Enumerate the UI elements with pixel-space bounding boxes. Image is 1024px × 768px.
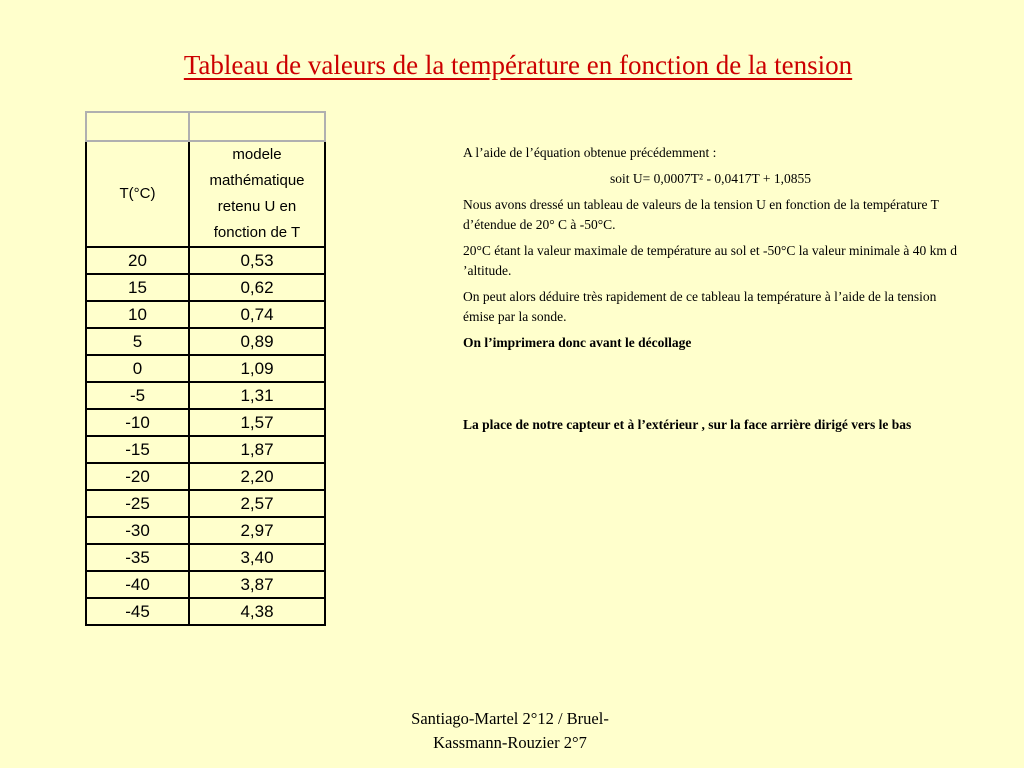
header-line: modele — [232, 146, 282, 163]
voltage-cell: 1,87 — [189, 436, 325, 463]
equation: soit U= 0,0007T² - 0,0417T + 1,0855 — [610, 171, 811, 186]
footer-line: Santiago-Martel 2°12 / Bruel- — [411, 709, 609, 728]
table-row — [86, 544, 325, 571]
voltage-cell: 4,38 — [189, 598, 325, 625]
voltage-cell: 0,53 — [189, 247, 325, 274]
table-row — [86, 355, 325, 382]
page-title: Tableau de valeurs de la température en fonction de la tension — [183, 50, 853, 80]
table-header-row — [86, 141, 325, 247]
table-row — [86, 598, 325, 625]
temperature-cell: 0 — [86, 355, 189, 382]
paragraph: 20°C étant la valeur maximale de température au sol et -50°C la valeur minimale à 40 km d ’altitude. — [463, 243, 958, 278]
table-row — [86, 409, 325, 436]
temperature-cell: -35 — [86, 544, 189, 571]
temperature-cell: -10 — [86, 409, 189, 436]
table-row — [86, 463, 325, 490]
table-row — [86, 571, 325, 598]
table-row — [86, 301, 325, 328]
header-voltage-model — [189, 141, 325, 247]
temperature-cell: 15 — [86, 274, 189, 301]
table-row — [86, 274, 325, 301]
temperature-cell: -30 — [86, 517, 189, 544]
voltage-cell: 2,57 — [189, 490, 325, 517]
voltage-cell: 3,87 — [189, 571, 325, 598]
voltage-cell: 3,40 — [189, 544, 325, 571]
table-cell — [86, 112, 189, 141]
header-temperature: T(°C) — [86, 141, 189, 247]
temperature-cell: -40 — [86, 571, 189, 598]
table-row — [86, 490, 325, 517]
intro-paragraph: A l’aide de l’équation obtenue précédemment : — [463, 145, 717, 160]
table-row — [86, 517, 325, 544]
voltage-cell: 2,97 — [189, 517, 325, 544]
table-cell — [189, 112, 325, 141]
temperature-cell: -15 — [86, 436, 189, 463]
table-row — [86, 382, 325, 409]
sensor-placement-note: La place de notre capteur et à l’extérieur , sur la face arrière dirigé vers le bas — [463, 417, 912, 432]
voltage-cell: 1,31 — [189, 382, 325, 409]
header-line: retenu U en — [217, 198, 297, 215]
voltage-cell: 0,62 — [189, 274, 325, 301]
explanation-text — [463, 143, 958, 441]
temperature-cell: 20 — [86, 247, 189, 274]
temperature-cell: -25 — [86, 490, 189, 517]
bold-note: On l’imprimera donc avant le décollage — [463, 335, 692, 350]
voltage-cell: 0,74 — [189, 301, 325, 328]
table-row — [86, 328, 325, 355]
footer-authors — [383, 707, 637, 755]
voltage-cell: 1,09 — [189, 355, 325, 382]
paragraph: Nous avons dressé un tableau de valeurs de la tension U en fonction de la température T d’étendue de 20° C à -50°C. — [463, 197, 939, 232]
temperature-cell: -20 — [86, 463, 189, 490]
table-blank-row — [86, 112, 325, 141]
voltage-cell: 2,20 — [189, 463, 325, 490]
values-table — [85, 111, 326, 626]
temperature-cell: 10 — [86, 301, 189, 328]
header-line: mathématique — [209, 172, 305, 189]
voltage-cell: 1,57 — [189, 409, 325, 436]
temperature-cell: 5 — [86, 328, 189, 355]
paragraph: On peut alors déduire très rapidement de ce tableau la température à l’aide de la tension émise par la sonde. — [463, 289, 937, 324]
temperature-cell: -45 — [86, 598, 189, 625]
table-row — [86, 247, 325, 274]
voltage-cell: 0,89 — [189, 328, 325, 355]
header-line: fonction de T — [213, 224, 301, 241]
footer-line: Kassmann-Rouzier 2°7 — [433, 733, 587, 752]
table-row — [86, 436, 325, 463]
temperature-cell: -5 — [86, 382, 189, 409]
